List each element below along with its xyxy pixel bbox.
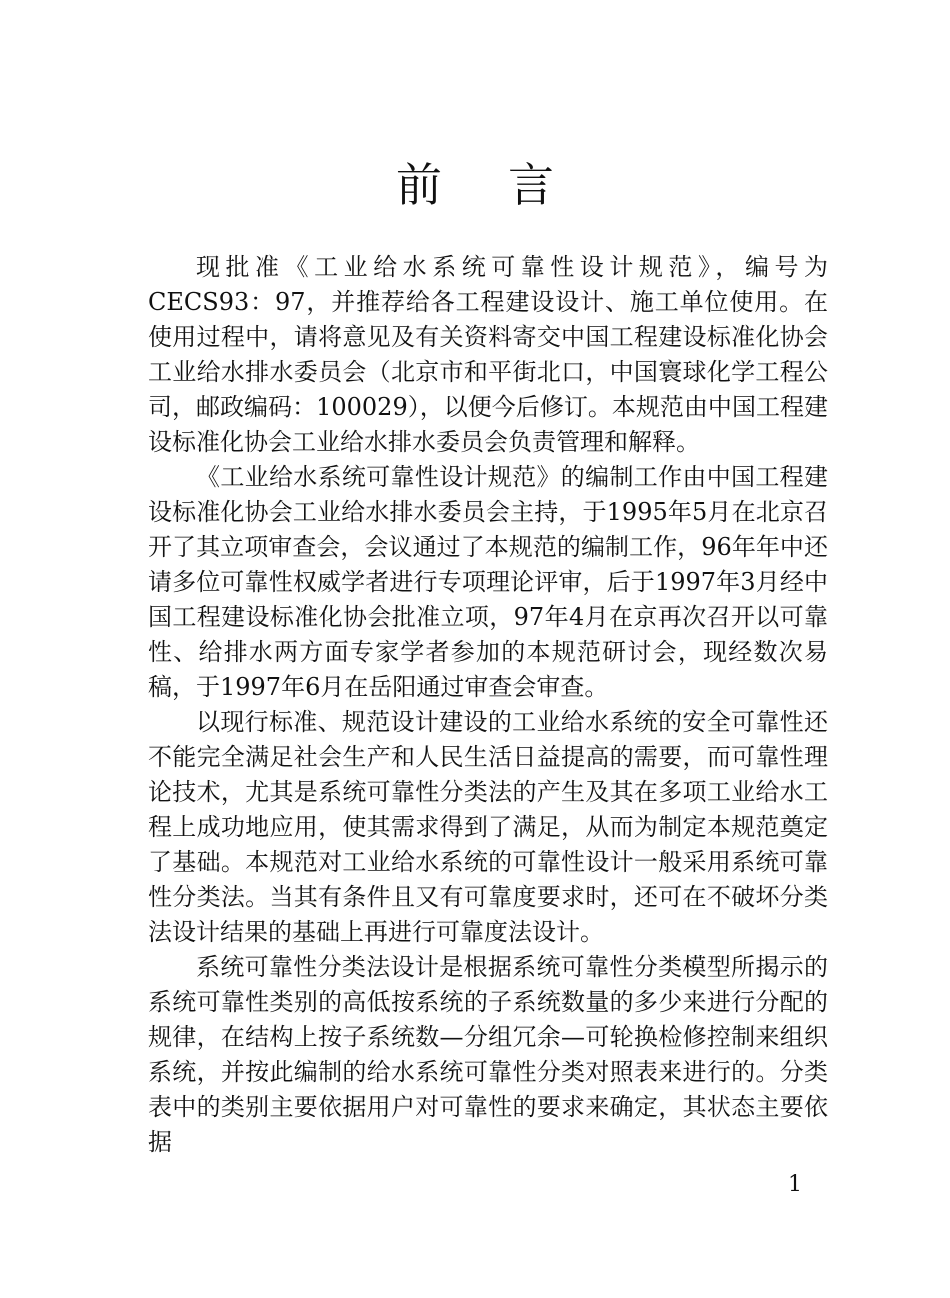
page-title: 前言 bbox=[396, 158, 620, 212]
paragraph-4: 系统可靠性分类法设计是根据系统可靠性分类模型所揭示的系统可靠性类别的高低按系统的子系统数量的多少来进行分配的规律，在结构上按子系统数—分组冗余—可轮换检修控制来组织系统，并按此编制的给水系统可靠性分类对照表来进行的。分类表中的类别主要依据用户对可靠性的要求来确定，其状态主要依据 bbox=[148, 953, 828, 1156]
page-number: 1 bbox=[788, 1172, 802, 1197]
paragraph-1: 现批准《工业给水系统可靠性设计规范》，编号为CECS93：97，并推荐给各工程建设设计、施工单位使用。在使用过程中，请将意见及有关资料寄交中国工程建设标准化协会工业给水排水委员会（北京市和平街北口，中国寰球化学工程公司，邮政编码：100029），以便今后修订。本规范由中国工程建设标准化协会工业给水排水委员会负责管理和解释。 bbox=[148, 253, 828, 456]
body-text bbox=[148, 250, 828, 1160]
paragraph-3: 以现行标准、规范设计建设的工业给水系统的安全可靠性还不能完全满足社会生产和人民生活日益提高的需要，而可靠性理论技术，尤其是系统可靠性分类法的产生及其在多项工业给水工程上成功地应用，使其需求得到了满足，从而为制定本规范奠定了基础。本规范对工业给水系统的可靠性设计一般采用系统可靠性分类法。当其有条件且又有可靠度要求时，还可在不破坏分类法设计结果的基础上再进行可靠度法设计。 bbox=[148, 708, 828, 946]
paragraph-2: 《工业给水系统可靠性设计规范》的编制工作由中国工程建设标准化协会工业给水排水委员会主持，于1995年5月在北京召开了其立项审查会，会议通过了本规范的编制工作，96年年中还请多位可靠性权威学者进行专项理论评审，后于1997年3月经中国工程建设标准化协会批准立项，97年4月在京再次召开以可靠性、给排水两方面专家学者参加的本规范研讨会，现经数次易稿，于1997年6月在岳阳通过审查会审查。 bbox=[148, 463, 828, 701]
